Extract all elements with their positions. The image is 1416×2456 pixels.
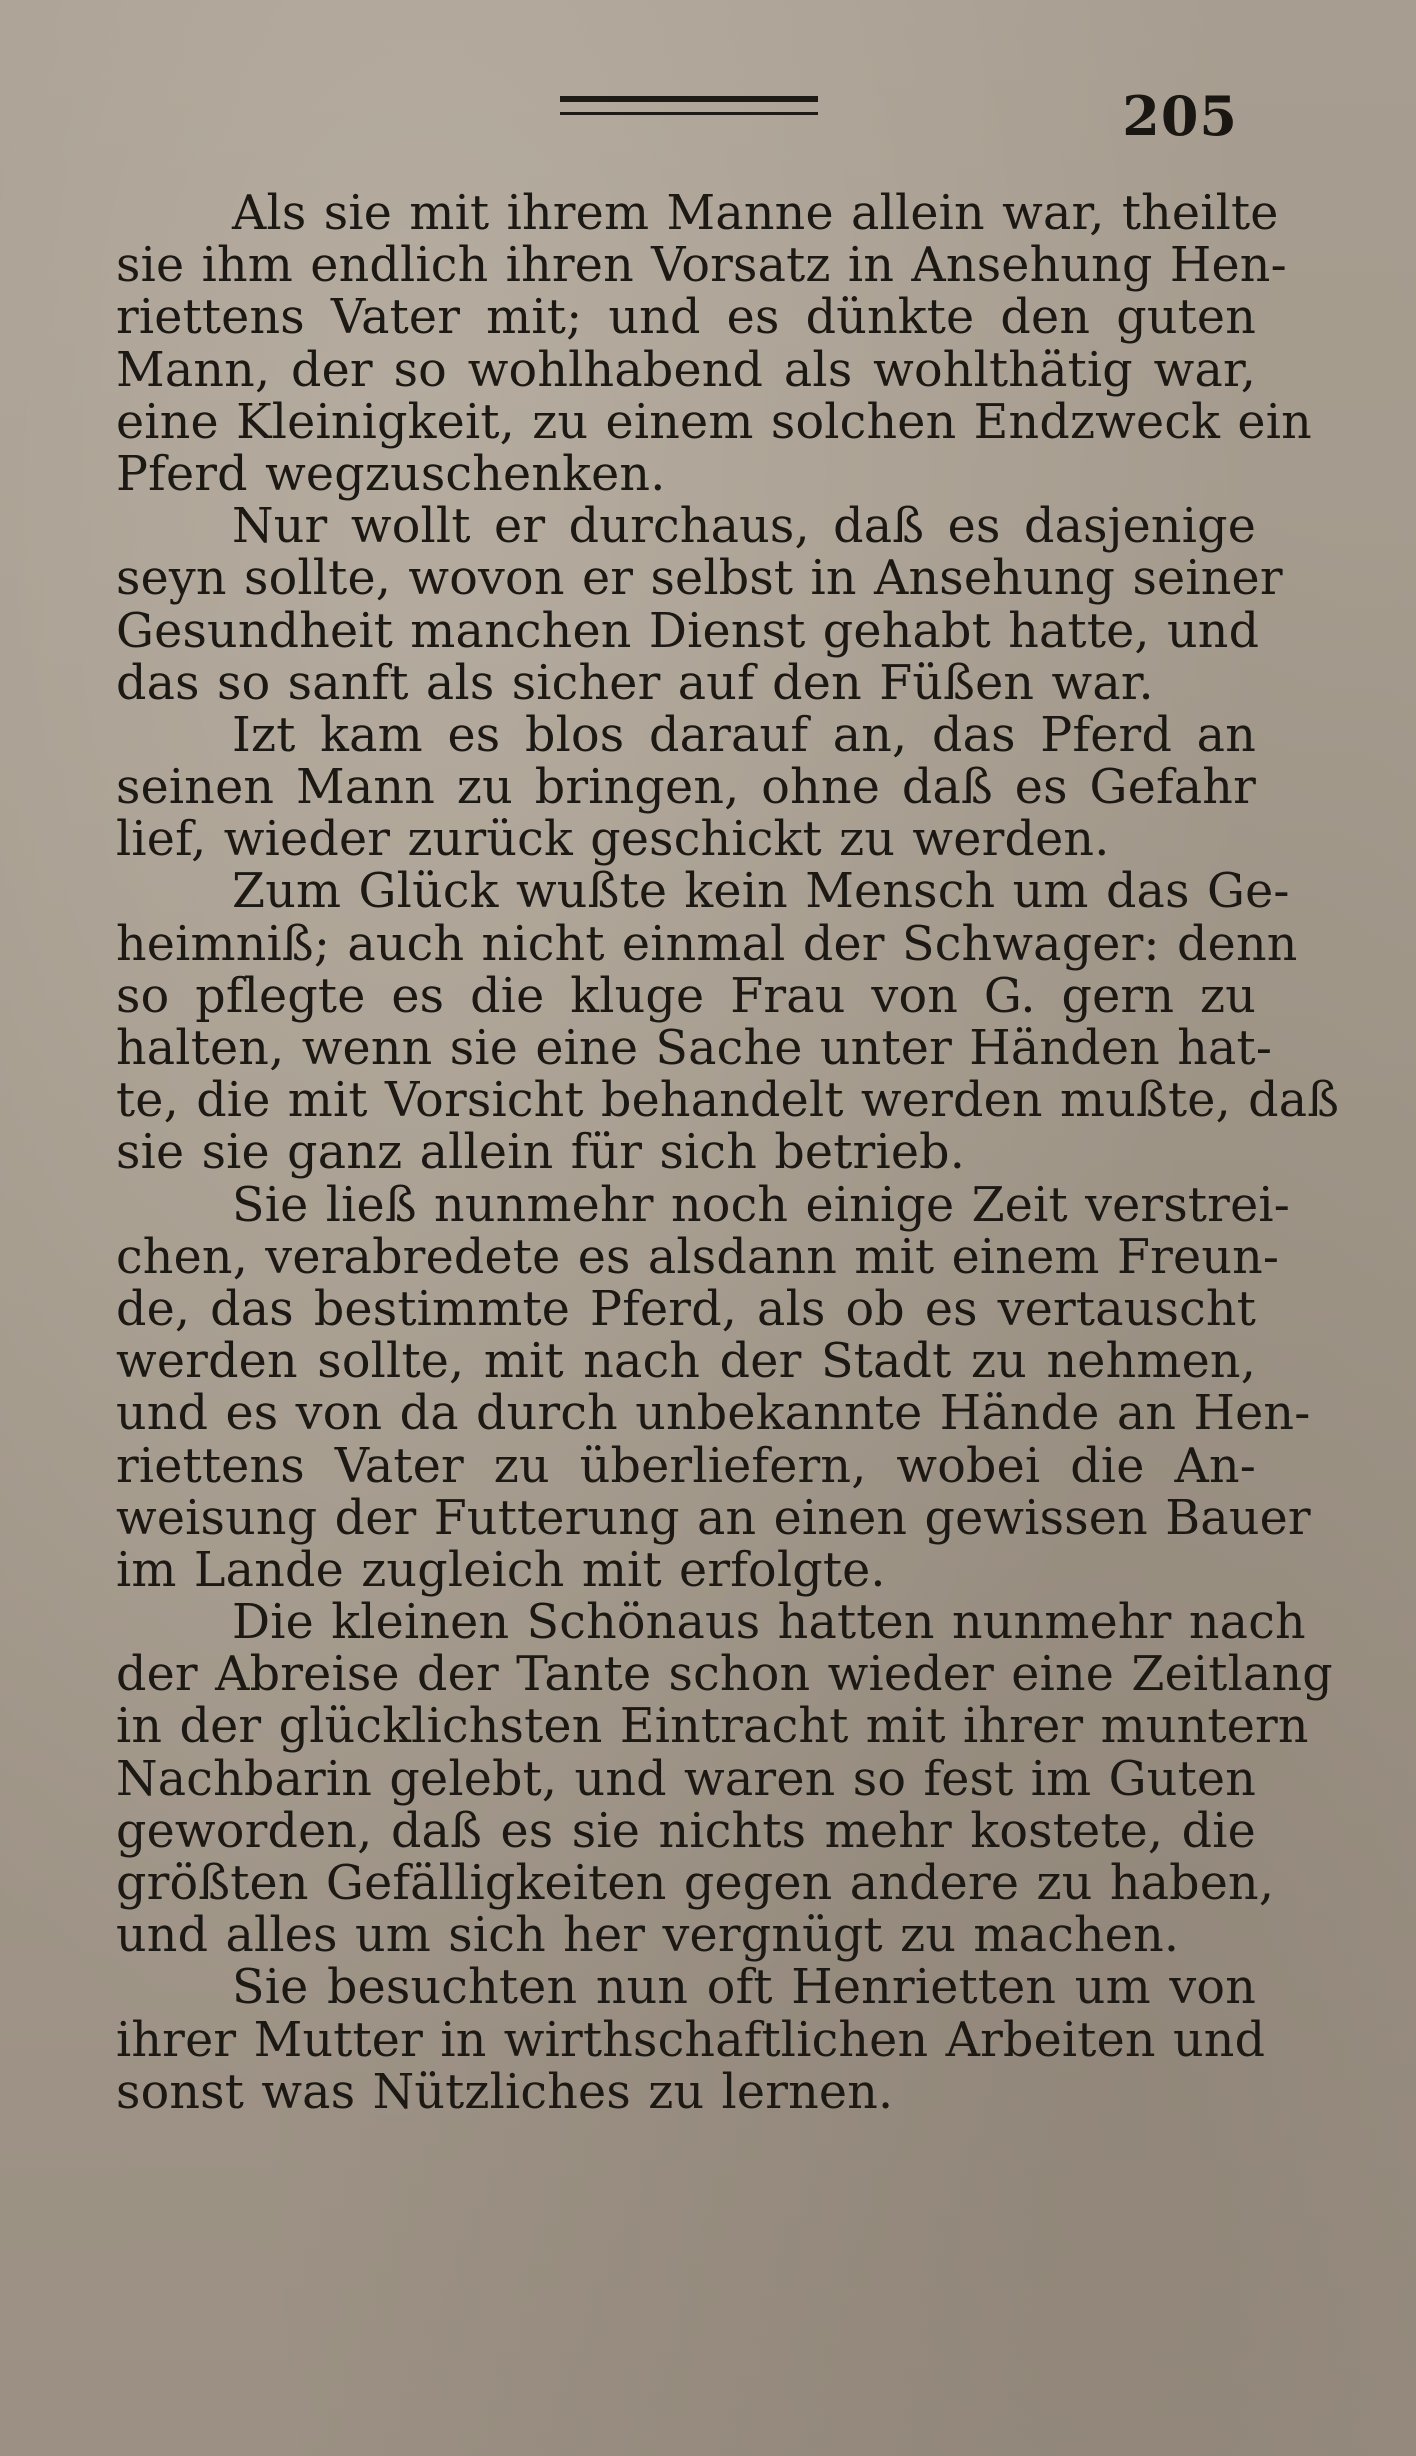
text-line: sonst was Nützliches zu lernen. (116, 2064, 894, 2120)
header-rule-thin (560, 112, 818, 115)
text-line: seyn sollte, wovon er selbst in Ansehung seiner (116, 551, 1283, 607)
page-number: 205 (1122, 84, 1238, 148)
header-rule (560, 96, 818, 102)
text-line: das so sanft als sicher auf den Füßen war. (116, 655, 1154, 711)
text-line: heimniß; auch nicht einmal der Schwager: denn (116, 916, 1298, 972)
text-line: te, die mit Vorsicht behandelt werden mußte, daß (116, 1073, 1340, 1129)
text-line: größten Gefälligkeiten gegen andere zu haben, (116, 1856, 1275, 1911)
text-line: Sie besuchten nun oft Henrietten um von (232, 1960, 1256, 2016)
text-line: Als sie mit ihrem Manne allein war, theilte (232, 186, 1279, 241)
text-line: Die kleinen Schönaus hatten nunmehr nach (232, 1595, 1306, 1651)
text-line: chen, verabredete es alsdann mit einem Freun- (116, 1229, 1280, 1285)
text-line: und alles um sich her vergnügt zu machen. (116, 1908, 1180, 1964)
text-line: geworden, daß es sie nichts mehr kostete, die (116, 1803, 1256, 1859)
text-line: im Lande zugleich mit erfolgte. (116, 1542, 886, 1598)
text-line: seinen Mann zu bringen, ohne daß es Gefahr (116, 760, 1256, 816)
text-line: in der glücklichsten Eintracht mit ihrer muntern (116, 1699, 1309, 1755)
text-line: de, das bestimmte Pferd, als ob es vertauscht (116, 1281, 1256, 1337)
text-line: Zum Glück wußte kein Mensch um das Ge- (232, 864, 1290, 920)
text-line: der Abreise der Tante schon wieder eine Zeitlang (116, 1647, 1333, 1703)
text-line: lief, wieder zurück geschickt zu werden. (116, 812, 1110, 868)
text-line: eine Kleinigkeit, zu einem solchen Endzweck ein (116, 394, 1312, 450)
text-line: Pferd wegzuschenken. (116, 446, 666, 502)
text-line: ihrer Mutter in wirthschaftlichen Arbeiten und (116, 2012, 1266, 2068)
text-line: werden sollte, mit nach der Stadt zu nehmen, (116, 1334, 1256, 1390)
text-line: und es von da durch unbekannte Hände an Hen- (116, 1386, 1311, 1442)
text-line: riettens Vater zu überliefern, wobei die An- (116, 1438, 1256, 1494)
body-text (116, 186, 1340, 2120)
text-line: Mann, der so wohlhabend als wohlthätig war, (116, 342, 1256, 398)
text-line: halten, wenn sie eine Sache unter Händen hat- (116, 1021, 1273, 1076)
text-line: Sie ließ nunmehr noch einige Zeit verstrei- (232, 1177, 1291, 1233)
text-line: sie ihm endlich ihren Vorsatz in Ansehung Hen- (116, 238, 1287, 294)
text-line: riettens Vater mit; und es dünkte den guten (116, 290, 1256, 346)
text-line: Nur wollt er durchaus, daß es dasjenige (232, 499, 1256, 555)
text-line: so pflegte es die kluge Frau von G. gern zu (116, 968, 1256, 1024)
text-line: Gesundheit manchen Dienst gehabt hatte, und (116, 603, 1260, 659)
text-line: weisung der Futterung an einen gewissen Bauer (116, 1490, 1311, 1546)
text-line: sie sie ganz allein für sich betrieb. (116, 1125, 966, 1181)
text-line: Izt kam es blos darauf an, das Pferd an (232, 707, 1256, 763)
text-line: Nachbarin gelebt, und waren so fest im Guten (116, 1751, 1256, 1807)
